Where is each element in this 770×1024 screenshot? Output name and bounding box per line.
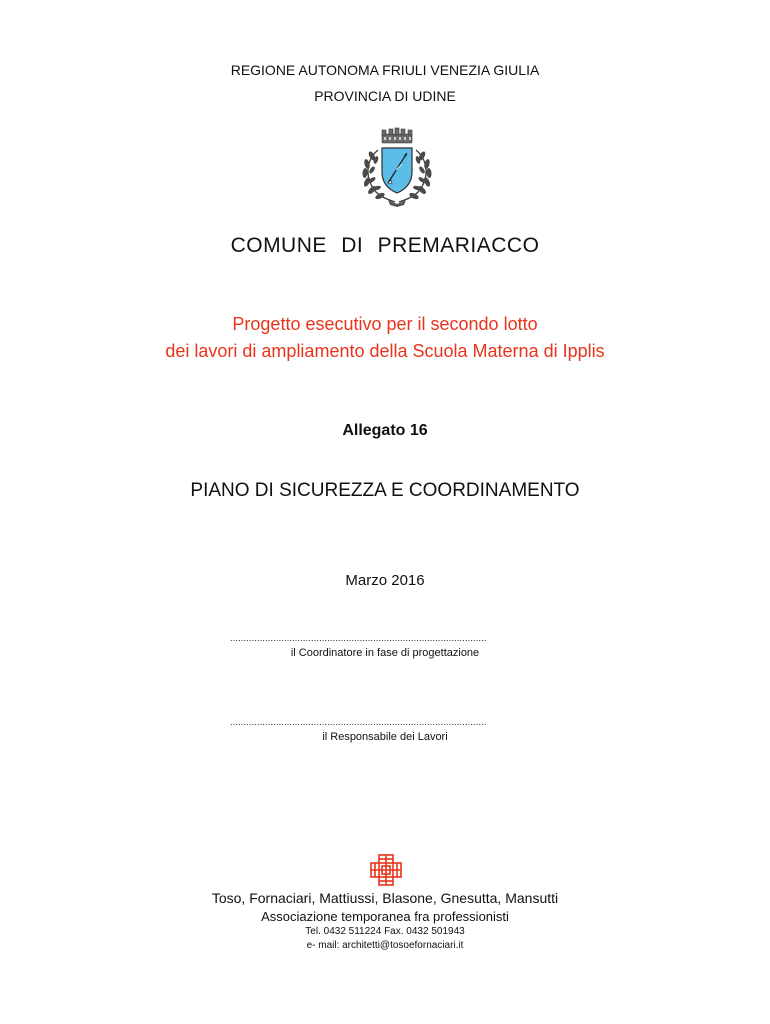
firm-association: Associazione temporanea fra professionisti	[261, 909, 509, 924]
document-title: PIANO DI SICUREZZA E COORDINAMENTO	[190, 480, 580, 501]
signature-label-coordinator: il Coordinatore in fase di progettazione	[290, 647, 480, 659]
firm-phone: Tel. 0432 511224 Fax. 0432 501943	[305, 926, 465, 937]
province-header: PROVINCIA DI UDINE	[314, 88, 456, 104]
region-header: REGIONE AUTONOMA FRIULI VENEZIA GIULIA	[230, 62, 540, 78]
firm-email: e- mail: architetti@tosoefornaciari.it	[306, 940, 464, 951]
document-date: Marzo 2016	[345, 572, 425, 589]
firm-logo-icon	[368, 853, 404, 887]
signature-label-manager: il Responsabile dei Lavori	[322, 731, 448, 743]
signature-line: ...............................................................................................	[230, 717, 487, 727]
attachment-label: Allegato 16	[342, 422, 428, 439]
municipality-title: COMUNE DI PREMARIACCO	[230, 234, 540, 257]
coat-of-arms-icon	[358, 126, 436, 208]
project-title-line-1: Progetto esecutivo per il secondo lotto	[232, 314, 538, 334]
signature-line: ...............................................................................................	[230, 633, 487, 643]
project-title-line-2: dei lavori di ampliamento della Scuola Materna di Ipplis	[165, 341, 605, 361]
firm-names: Toso, Fornaciari, Mattiussi, Blasone, Gnesutta, Mansutti	[211, 890, 559, 906]
